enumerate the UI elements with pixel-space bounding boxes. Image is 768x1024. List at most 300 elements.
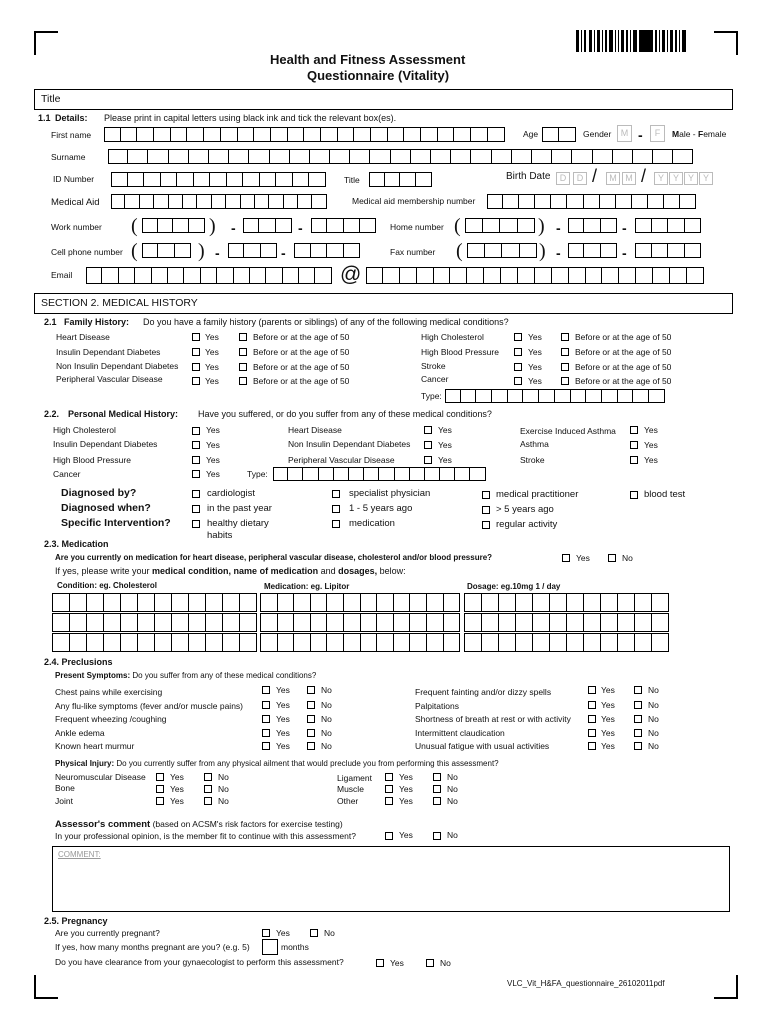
diagnosed-by-label: Diagnosed by? [61,487,137,499]
birth-year-2[interactable]: Y [669,172,683,185]
no-label: No [447,784,458,794]
palpitations-yes[interactable] [588,701,596,709]
other-yes[interactable] [385,797,393,805]
personal-non-insulin-yes[interactable] [424,441,432,449]
first-name-input[interactable] [104,127,505,142]
personal-stroke-yes[interactable] [630,456,638,464]
medication-no[interactable] [608,554,616,562]
birth-day-1[interactable]: D [556,172,570,185]
medication-grid-cell[interactable] [120,593,138,612]
medication-grid-cell[interactable] [443,633,461,652]
yes-label: Yes [528,347,542,357]
other-no[interactable] [433,797,441,805]
neuromuscular-yes[interactable] [156,773,164,781]
ankle-no[interactable] [307,729,315,737]
medication-grid-cell[interactable] [515,593,533,612]
fainting-no[interactable] [634,686,642,694]
pregnant-yes[interactable] [262,929,270,937]
chest-no[interactable] [307,686,315,694]
s23-instruction: If yes, please write your medical condition, name of medication and dosages, below: [55,566,406,576]
present-symptoms: Present Symptoms: Do you suffer from any of these medical conditions? [55,671,317,680]
pregnancy-q1: Are you currently pregnant? [55,928,160,938]
personal-heart-disease: Heart Disease [288,425,342,435]
medication-grid-cell[interactable] [498,633,516,652]
pregnant-no[interactable] [310,929,318,937]
title-input[interactable] [369,172,432,187]
murmur-yes[interactable] [262,742,270,750]
cell-dash-2: - [281,245,286,261]
yes-label: Yes [205,376,219,386]
medication-grid-cell[interactable] [154,633,172,652]
medication-grid-cell[interactable] [566,633,584,652]
muscle-yes[interactable] [385,785,393,793]
yes-label: Yes [206,455,220,465]
s23-title: 2.3. Medication [44,539,109,549]
medication-grid-cell[interactable] [566,593,584,612]
family-heart-before50[interactable] [239,333,247,341]
medication-grid-cell[interactable] [360,613,378,632]
family-insulin-before50[interactable] [239,348,247,356]
claudication-no[interactable] [634,729,642,737]
form-title-line1: Health and Fitness Assessment [270,52,466,67]
pregnancy-q3: Do you have clearance from your gynaecologist to perform this assessment? [55,957,344,967]
gender-m-box[interactable]: M [617,125,632,142]
diag-cardiologist[interactable] [192,490,200,498]
medication-grid-cell[interactable] [205,593,223,612]
birth-year-4[interactable]: Y [699,172,713,185]
family-heart-yes[interactable] [192,333,200,341]
assessor-yes[interactable] [385,832,393,840]
yes-label: Yes [276,741,290,751]
medication-grid-cell[interactable] [137,633,155,652]
neuromuscular-no[interactable] [204,773,212,781]
symptom-breath: Shortness of breath at rest or with activity [415,714,571,724]
family-non-insulin-yes[interactable] [192,363,200,371]
home-line-input[interactable] [635,218,701,233]
bone-yes[interactable] [156,785,164,793]
opt-past-year: in the past year [207,503,272,514]
medical-aid-label: Medical Aid [51,197,100,208]
medication-grid-cell[interactable] [52,633,70,652]
medication-grid-cell[interactable] [409,613,427,632]
no-label: No [622,553,633,563]
medication-grid-cell[interactable] [376,633,394,652]
yes-label: Yes [576,553,590,563]
medication-grid-cell[interactable] [326,633,344,652]
symptom-flu: Any flu-like symptoms (fever and/or muscle pains) [55,701,244,711]
medication-grid-cell[interactable] [532,593,550,612]
email-user-input[interactable] [86,267,332,284]
diag-specialist[interactable] [332,490,340,498]
medication-grid-cell[interactable] [239,593,257,612]
medication-grid-cell[interactable] [443,613,461,632]
home-area-input[interactable] [465,218,535,233]
medication-grid-cell[interactable] [86,613,104,632]
yes-label: Yes [206,440,220,450]
medication-grid-cell[interactable] [326,613,344,632]
cell-dash-1: - [215,245,220,261]
fax-close-paren: ) [539,240,546,262]
wheezing-yes[interactable] [262,715,270,723]
medication-grid-cell[interactable] [171,593,189,612]
when-5plus[interactable] [482,506,490,514]
ligament-yes[interactable] [385,773,393,781]
personal-ex-asthma-yes[interactable] [630,426,638,434]
form-title-line2: Questionnaire (Vitality) [307,68,450,83]
yes-label: Yes [399,784,413,794]
fax-area-input[interactable] [467,243,537,258]
diag-blood-test[interactable] [630,491,638,499]
muscle-no[interactable] [433,785,441,793]
age-input[interactable] [542,127,576,142]
medication-grid-cell[interactable] [360,593,378,612]
medication-grid-cell[interactable] [86,593,104,612]
home-prefix-input[interactable] [568,218,617,233]
family-non-insulin: Non Insulin Dependant Diabetes [56,361,179,371]
medication-grid-cell[interactable] [310,613,328,632]
medication-grid-cell[interactable] [515,613,533,632]
medication-grid-cell[interactable] [549,613,567,632]
medication-grid-cell[interactable] [137,613,155,632]
int-medication[interactable] [332,520,340,528]
id-number-input[interactable] [111,172,326,187]
yes-label: Yes [170,784,184,794]
birth-month-2[interactable]: M [622,172,636,185]
opt-1-5: 1 - 5 years ago [349,503,413,514]
medication-grid-cell[interactable] [549,633,567,652]
comment-textarea[interactable] [52,846,730,912]
opt-practitioner: medical practitioner [496,489,579,500]
family-bp-before50[interactable] [561,348,569,356]
family-cancer-type-label: Type: [421,391,442,401]
email-domain-input[interactable] [366,267,704,284]
family-stroke-before50[interactable] [561,363,569,371]
yes-label: Yes [438,425,452,435]
yes-label: Yes [644,455,658,465]
family-pvd-yes[interactable] [192,377,200,385]
fax-prefix-input[interactable] [568,243,617,258]
email-label: Email [51,270,73,280]
medication-grid-cell[interactable] [532,633,550,652]
yes-label: Yes [276,928,290,938]
medication-grid-cell[interactable] [260,633,278,652]
medication-grid-cell[interactable] [343,593,361,612]
medication-grid-cell[interactable] [239,613,257,632]
medication-grid-cell[interactable] [343,633,361,652]
no-label: No [447,830,458,840]
family-cancer-before50[interactable] [561,377,569,385]
s22-number: 2.2. [44,409,60,419]
pregnancy-q2: If yes, how many months pregnant are you? (e.g. 5) [55,942,250,952]
breath-yes[interactable] [588,715,596,723]
clearance-no[interactable] [426,959,434,967]
yes-label: Yes [205,362,219,372]
medication-grid-cell[interactable] [260,613,278,632]
medication-grid-cell[interactable] [617,613,635,632]
medication-grid-cell[interactable] [409,593,427,612]
flu-no[interactable] [307,701,315,709]
medication-grid-cell[interactable] [69,593,87,612]
medication-grid-cell[interactable] [360,633,378,652]
medication-grid-cell[interactable] [393,633,411,652]
diag-practitioner[interactable] [482,491,490,499]
when-past-year[interactable] [192,505,200,513]
yes-label: Yes [170,796,184,806]
personal-high-cholesterol: High Cholesterol [53,425,116,435]
medication-grid-cell[interactable] [617,593,635,612]
corner-mark-bottom-right [714,975,738,999]
medication-grid-cell[interactable] [583,633,601,652]
wheezing-no[interactable] [307,715,315,723]
opt-medication: medication [349,518,395,529]
medication-grid-cell[interactable] [310,633,328,652]
flu-yes[interactable] [262,701,270,709]
medication-grid-cell[interactable] [326,593,344,612]
no-label: No [321,728,332,738]
when-1-5[interactable] [332,505,340,513]
personal-insulin-yes[interactable] [192,441,200,449]
clearance-yes[interactable] [376,959,384,967]
medication-grid-cell[interactable] [464,613,482,632]
family-stroke-yes[interactable] [514,363,522,371]
surname-input[interactable] [108,149,693,164]
medication-grid-cell[interactable] [600,613,618,632]
birth-day-2[interactable]: D [573,172,587,185]
claudication-yes[interactable] [588,729,596,737]
medical-aid-input[interactable] [111,194,327,209]
breath-no[interactable] [634,715,642,723]
personal-insulin: Insulin Dependant Diabetes [53,439,158,449]
no-label: No [648,685,659,695]
medication-grid-cell[interactable] [651,593,669,612]
medication-grid-cell[interactable] [137,593,155,612]
dosage-header: Dosage: eg.10mg 1 / day [467,582,561,591]
chest-yes[interactable] [262,686,270,694]
gender-f-box[interactable]: F [650,125,665,142]
joint-yes[interactable] [156,797,164,805]
medication-grid-cell[interactable] [120,633,138,652]
medication-grid-cell[interactable] [260,593,278,612]
surname-label: Surname [51,152,86,162]
medication-grid-cell[interactable] [222,593,240,612]
ankle-yes[interactable] [262,729,270,737]
medication-grid-cell[interactable] [343,613,361,632]
medication-grid-cell[interactable] [293,593,311,612]
medication-grid-cell[interactable] [171,633,189,652]
email-at-sign: @ [340,263,362,286]
medication-grid-cell[interactable] [376,593,394,612]
medication-grid-cell[interactable] [69,613,87,632]
family-chol-yes[interactable] [514,333,522,341]
int-diet[interactable] [192,520,200,528]
medication-grid-cell[interactable] [426,613,444,632]
fax-line-input[interactable] [635,243,701,258]
months-input[interactable] [262,939,278,955]
medication-grid-cell[interactable] [600,593,618,612]
medication-grid-cell[interactable] [277,633,295,652]
medication-grid-cell[interactable] [69,633,87,652]
medication-grid-cell[interactable] [188,633,206,652]
medication-grid-cell[interactable] [188,593,206,612]
medication-grid-cell[interactable] [103,633,121,652]
birth-year-1[interactable]: Y [654,172,668,185]
work-area-input[interactable] [142,218,205,233]
murmur-no[interactable] [307,742,315,750]
assessor-no[interactable] [433,832,441,840]
medication-grid-cell[interactable] [443,593,461,612]
family-cancer-yes[interactable] [514,377,522,385]
medication-grid-cell[interactable] [154,613,172,632]
yes-label: Yes [205,347,219,357]
family-bp-yes[interactable] [514,348,522,356]
medication-grid-cell[interactable] [498,593,516,612]
family-cancer-type-input[interactable] [445,389,665,403]
medication-grid-cell[interactable] [617,633,635,652]
work-dash-2: - [298,220,303,236]
personal-ex-asthma: Exercise Induced Asthma [520,426,616,436]
no-label: No [447,772,458,782]
medication-grid-cell[interactable] [481,613,499,632]
home-number-label: Home number [390,222,444,232]
symptom-wheezing: Frequent wheezing /coughing [55,714,167,724]
medication-grid-cell[interactable] [154,593,172,612]
before50-label: Before or at the age of 50 [575,376,672,386]
medication-grid-cell[interactable] [205,633,223,652]
work-prefix-input[interactable] [243,218,292,233]
personal-chol-yes[interactable] [192,427,200,435]
fax-number-label: Fax number [390,247,436,257]
palpitations-no[interactable] [634,701,642,709]
medication-grid-cell[interactable] [293,633,311,652]
yes-label: Yes [170,772,184,782]
symptom-ankle: Ankle edema [55,728,105,738]
bone-no[interactable] [204,785,212,793]
joint-no[interactable] [204,797,212,805]
medication-grid-cell[interactable] [393,593,411,612]
medication-grid-cell[interactable] [171,613,189,632]
cell-line-input[interactable] [294,243,360,258]
work-line-input[interactable] [311,218,376,233]
cell-area-input[interactable] [142,243,191,258]
medical-aid-number-input[interactable] [487,194,696,209]
medication-grid-cell[interactable] [409,633,427,652]
corner-mark-top-right [714,31,738,55]
yes-label: Yes [390,958,404,968]
personal-pvd-yes[interactable] [424,456,432,464]
medication-grid-cell[interactable] [205,613,223,632]
medication-grid-cell[interactable] [103,593,121,612]
symptom-claudication: Intermittent claudication [415,728,505,738]
medication-grid-cell[interactable] [103,613,121,632]
medication-grid-cell[interactable] [464,633,482,652]
section1-header [34,89,733,110]
medication-grid-cell[interactable] [277,613,295,632]
medication-grid-cell[interactable] [515,633,533,652]
medication-grid-cell[interactable] [634,593,652,612]
medication-header: Medication: eg. Lipitor [264,582,350,591]
symptom-palpitations: Palpitations [415,701,459,711]
medication-grid-cell[interactable] [498,613,516,632]
personal-bp-yes[interactable] [192,456,200,464]
medication-grid-cell[interactable] [86,633,104,652]
personal-cancer-yes[interactable] [192,470,200,478]
medication-grid-cell[interactable] [600,633,618,652]
medication-grid-cell[interactable] [393,613,411,632]
medication-grid-cell[interactable] [188,613,206,632]
medication-grid-cell[interactable] [481,593,499,612]
family-pvd-before50[interactable] [239,377,247,385]
medication-grid-cell[interactable] [222,613,240,632]
family-non-insulin-before50[interactable] [239,363,247,371]
fainting-yes[interactable] [588,686,596,694]
family-chol-before50[interactable] [561,333,569,341]
yes-label: Yes [601,714,615,724]
s24-title: 2.4. Preclusions [44,657,113,667]
medication-grid-cell[interactable] [426,593,444,612]
medication-grid-cell[interactable] [651,633,669,652]
corner-mark-bottom-left [34,975,58,999]
medication-grid-cell[interactable] [566,613,584,632]
medication-grid-cell[interactable] [532,613,550,632]
fax-dash-1: - [556,245,561,261]
personal-asthma-yes[interactable] [630,441,638,449]
medication-grid-cell[interactable] [651,613,669,632]
medication-grid-cell[interactable] [426,633,444,652]
medication-grid-cell[interactable] [310,593,328,612]
medication-grid-cell[interactable] [634,633,652,652]
home-dash-2: - [622,220,627,236]
medication-grid-cell[interactable] [293,613,311,632]
medication-grid-cell[interactable] [376,613,394,632]
birth-month-1[interactable]: M [606,172,620,185]
date-slash-2: / [641,166,647,186]
family-insulin-yes[interactable] [192,348,200,356]
fatigue-no[interactable] [634,742,642,750]
medication-grid-cell[interactable] [583,593,601,612]
personal-cancer-type-input[interactable] [273,467,486,481]
medication-yes[interactable] [562,554,570,562]
medication-grid-cell[interactable] [120,613,138,632]
section1-title: Title [41,93,61,105]
cell-prefix-input[interactable] [228,243,277,258]
medication-grid-cell[interactable] [481,633,499,652]
medication-grid[interactable] [52,593,668,653]
medication-grid-cell[interactable] [52,593,70,612]
medication-grid-cell[interactable] [52,613,70,632]
birth-year-3[interactable]: Y [684,172,698,185]
yes-label: Yes [206,469,220,479]
before50-label: Before or at the age of 50 [253,347,350,357]
medication-grid-cell[interactable] [549,593,567,612]
medication-grid-cell[interactable] [583,613,601,632]
medication-grid-cell[interactable] [222,633,240,652]
no-label: No [648,741,659,751]
home-close-paren: ) [538,215,545,237]
injury-muscle: Muscle [337,784,364,794]
fatigue-yes[interactable] [588,742,596,750]
medication-grid-cell[interactable] [464,593,482,612]
medication-grid-cell[interactable] [634,613,652,632]
medication-grid-cell[interactable] [239,633,257,652]
int-activity[interactable] [482,521,490,529]
medication-grid-cell[interactable] [277,593,295,612]
personal-stroke: Stroke [520,455,545,465]
no-label: No [648,728,659,738]
opt-diet: healthy dietary [207,518,269,529]
ligament-no[interactable] [433,773,441,781]
personal-heart-yes[interactable] [424,426,432,434]
assessor-question: In your professional opinion, is the member fit to continue with this assessment? [55,831,356,841]
